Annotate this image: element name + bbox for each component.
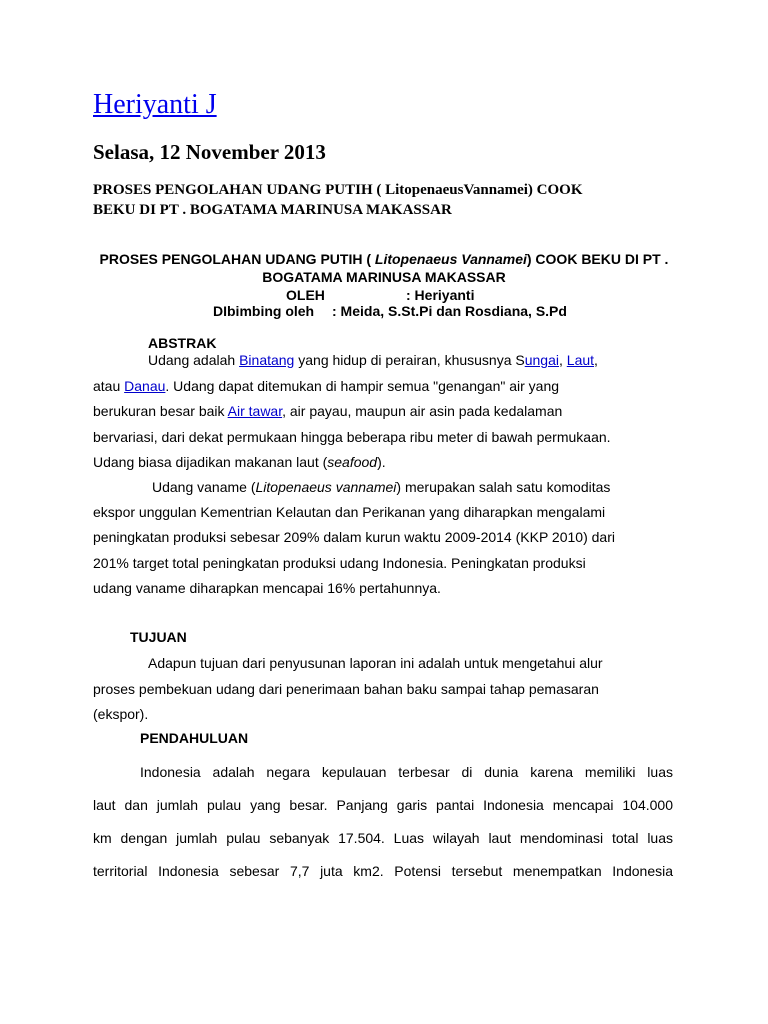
tujuan-line-2: proses pembekuan udang dari penerimaan bahan baku sampai tahap pemasaran [93,681,599,697]
oleh-label: OLEH [286,287,325,303]
doc-heading-line-1: PROSES PENGOLAHAN UDANG PUTIH ( Litopenaeus Vannamei) COOK BEKU DI PT . [99,251,669,267]
pendahuluan-heading: PENDAHULUAN [140,730,249,746]
abstrak-heading: ABSTRAK [148,335,217,351]
abstrak-p2-line-3: peningkatan produksi sebesar 209% dalam kurun waktu 2009-2014 (KKP 2010) dari [93,529,615,545]
tujuan-line-3: (ekspor). [93,706,149,722]
tujuan-heading: TUJUAN [130,629,187,645]
tujuan-line-1: Adapun tujuan dari penyusunan laporan ini adalah untuk mengetahui alur [148,655,603,671]
abstrak-p2-line-2: ekspor unggulan Kementrian Kelautan dan Perikanan yang diharapkan mengalami [93,504,606,520]
abstrak-p2-line-5: udang vaname diharapkan mencapai 16% pertahunnya. [93,580,441,596]
abstrak-p1-line-1: Udang adalah Binatang yang hidup di perairan, khususnya Sungai, Laut, [148,352,598,368]
abstrak-p1-line-4: bervariasi, dari dekat permukaan hingga beberapa ribu meter di bawah permukaan. [93,429,611,445]
pendahuluan-line-1: Indonesia adalah negara kepulauan terbesar di dunia karena memiliki luas [140,764,673,780]
doc-heading-line-2: BOGATAMA MARINUSA MAKASSAR [262,269,506,285]
bimbing-label: DIbimbing oleh [213,303,315,319]
link-binatang[interactable]: Binatang [239,352,295,368]
post-title-line-2[interactable]: BEKU DI PT . BOGATAMA MARINUSA MAKASSAR [93,202,452,218]
abstrak-p1-line-3: berukuran besar baik Air tawar, air payau, maupun air asin pada kedalaman [93,403,563,419]
post-date: Selasa, 12 November 2013 [93,140,326,164]
pendahuluan-line-4: territorial Indonesia sebesar 7,7 juta km2. Potensi tersebut menempatkan Indonesia [93,863,673,879]
link-sungai[interactable]: ungai [524,352,559,368]
oleh-value: : Heriyanti [406,287,475,303]
abstrak-p2-line-4: 201% target total peningkatan produksi udang Indonesia. Peningkatan produksi [93,555,586,571]
abstrak-p2-line-1: Udang vaname (Litopenaeus vannamei) merupakan salah satu komoditas [152,479,611,495]
post-title-line-1[interactable]: PROSES PENGOLAHAN UDANG PUTIH ( LitopenaeusVannamei) COOK [93,182,583,198]
bimbing-value: : Meida, S.St.Pi dan Rosdiana, S.Pd [332,303,567,319]
blog-title-link[interactable]: Heriyanti J [93,89,217,120]
link-air-tawar[interactable]: Air tawar [227,403,283,419]
pendahuluan-line-2: laut dan jumlah pulau yang besar. Panjang garis pantai Indonesia mencapai 104.000 [93,797,673,813]
link-laut[interactable]: Laut [566,352,595,368]
abstrak-p1-line-5: Udang biasa dijadikan makanan laut (seafood). [93,454,386,470]
abstrak-p1-line-2: atau Danau. Udang dapat ditemukan di hampir semua "genangan" air yang [93,378,560,394]
link-danau[interactable]: Danau [124,378,166,394]
pendahuluan-line-3: km dengan jumlah pulau sebanyak 17.504. Luas wilayah laut mendominasi total luas [93,830,673,846]
blog-title [93,88,217,122]
